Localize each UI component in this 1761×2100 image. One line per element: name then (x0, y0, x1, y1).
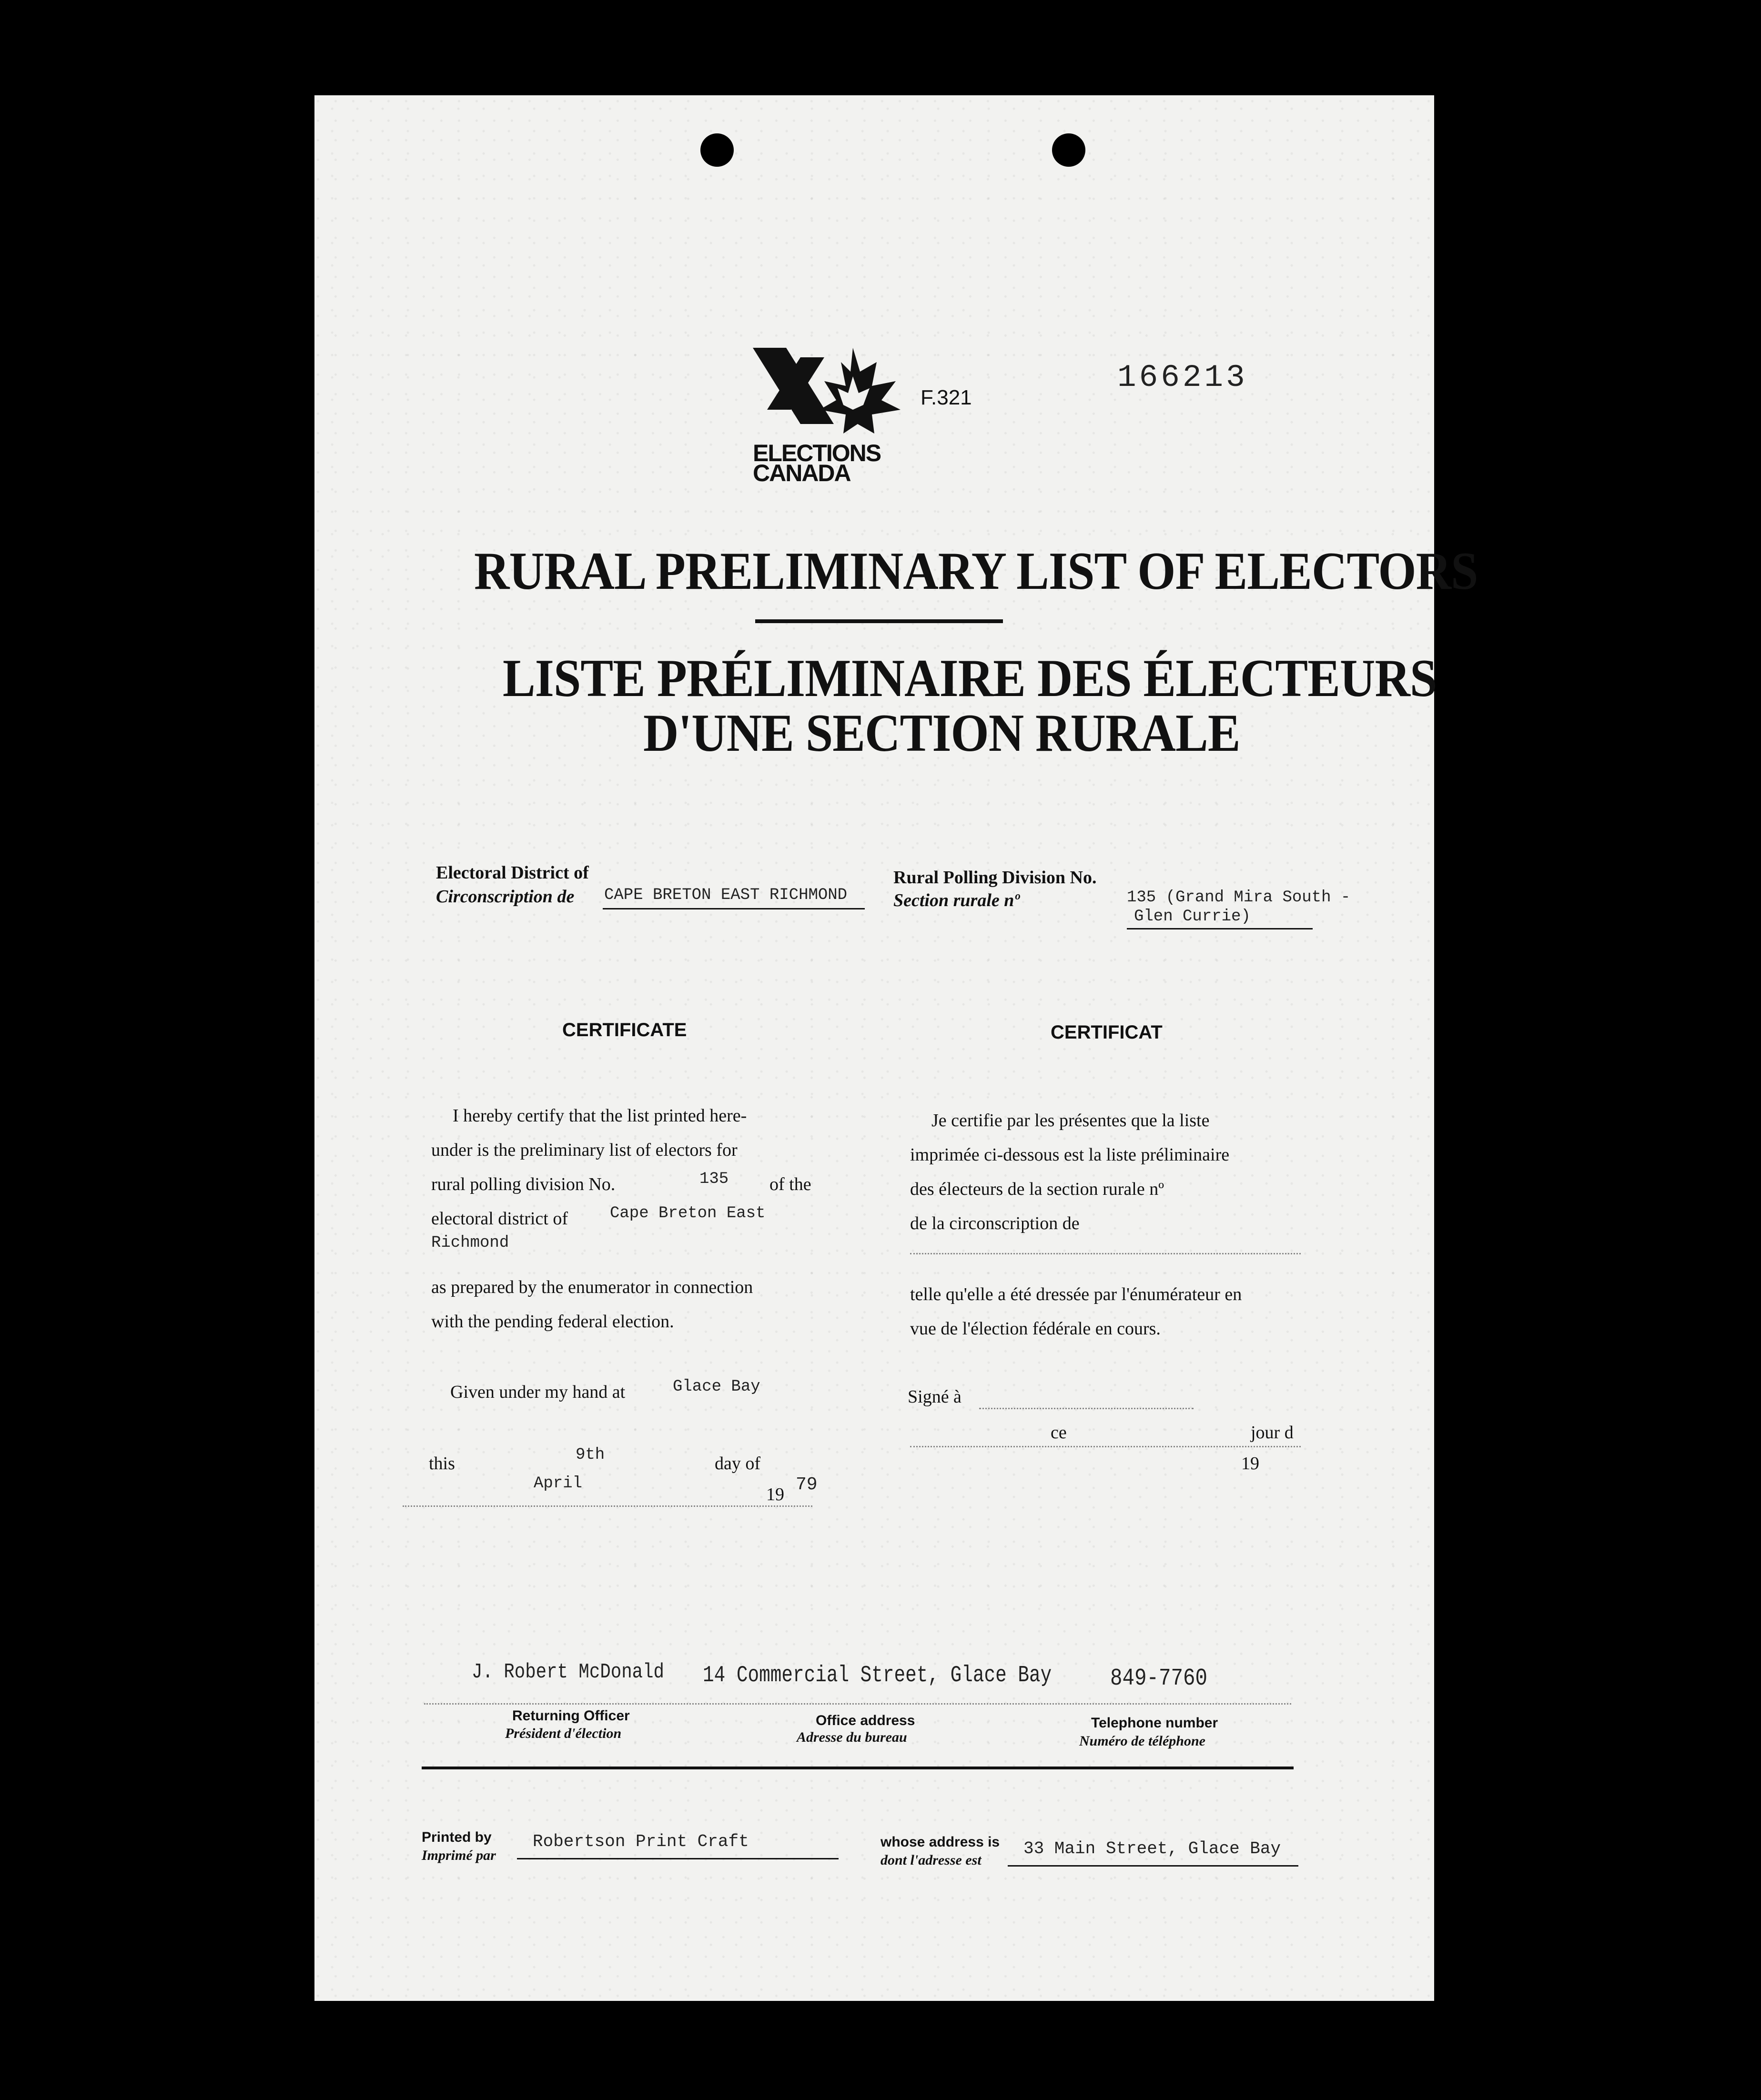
officer-phone-label-en: Telephone number (1091, 1715, 1218, 1731)
polling-label-en: Rural Polling Division No. (893, 868, 1097, 888)
section-divider (422, 1767, 1294, 1769)
officer-name: J. Robert McDonald (472, 1660, 664, 1684)
certificate-heading-fr: CERTIFICAT (1051, 1022, 1163, 1043)
cert-en-year-value: 79 (796, 1474, 818, 1495)
title-french-2: D'UNE SECTION RURALE (643, 704, 1240, 763)
cert-en-line-6: with the pending federal election. (431, 1312, 674, 1332)
officer-phone: 849-7760 (1110, 1665, 1208, 1692)
officer-name-label-en: Returning Officer (512, 1708, 630, 1724)
cert-en-this-label: this (429, 1454, 455, 1474)
printer-label-en: Printed by (422, 1829, 492, 1845)
cert-en-given-label: Given under my hand at (450, 1382, 626, 1402)
cert-en-line-3a: rural polling division No. (431, 1174, 616, 1194)
cert-fr-signed-line (979, 1408, 1194, 1409)
cert-fr-line-3: des électeurs de la section rurale nº (910, 1179, 1164, 1199)
cert-fr-line-5: telle qu'elle a été dressée par l'énumérateur en (910, 1284, 1242, 1304)
officer-address-label-fr: Adresse du bureau (797, 1729, 907, 1745)
polling-label-fr: Section rurale nº (893, 890, 1020, 910)
cert-fr-line-1: Je certifie par les présentes que la liste (931, 1111, 1210, 1131)
polling-value-2: Glen Currie) (1134, 908, 1251, 926)
punch-hole-left (700, 133, 734, 167)
cert-fr-line-2: imprimée ci-dessous est la liste préliminaire (910, 1145, 1230, 1165)
cert-en-line-1: I hereby certify that the list printed here- (453, 1106, 747, 1126)
title-english: RURAL PRELIMINARY LIST OF ELECTORS (474, 542, 1478, 601)
punch-hole-right (1052, 133, 1085, 167)
title-french-1: LISTE PRÉLIMINAIRE DES ÉLECTEURS (503, 649, 1437, 708)
officer-name-label-fr: Président d'élection (505, 1726, 622, 1741)
cert-fr-jour-label: jour d (1251, 1423, 1294, 1443)
cert-fr-date-line (910, 1446, 1301, 1447)
cert-fr-signed-label: Signé à (908, 1387, 961, 1407)
cert-fr-line-6: vue de l'élection fédérale en cours. (910, 1319, 1161, 1339)
officer-line (424, 1703, 1291, 1705)
district-underline (603, 908, 865, 909)
polling-underline (1127, 928, 1313, 929)
form-page (314, 95, 1478, 2001)
title-divider (755, 619, 1003, 623)
cert-en-line-4: electoral district of (431, 1209, 568, 1229)
cert-en-line-3b: of the (769, 1174, 811, 1194)
cert-en-day-of-label: day of (715, 1454, 761, 1474)
cert-en-day-value: 9th (576, 1446, 605, 1464)
district-value: CAPE BRETON EAST RICHMOND (604, 886, 848, 904)
cert-en-line-5: as prepared by the enumerator in connection (431, 1277, 753, 1297)
cert-en-date-line (403, 1505, 812, 1507)
officer-address-label-en: Office address (816, 1713, 915, 1728)
printer-address-value: 33 Main Street, Glace Bay (1023, 1839, 1281, 1858)
logo-text (753, 440, 881, 486)
certificate-heading-en: CERTIFICATE (562, 1020, 687, 1040)
district-label-fr: Circonscription de (436, 887, 575, 907)
printer-value: Robertson Print Craft (533, 1832, 749, 1851)
printer-address-underline (1008, 1865, 1298, 1867)
cert-en-line-2: under is the preliminary list of electors for (431, 1140, 738, 1160)
officer-address: 14 Commercial Street, Glace Bay (703, 1663, 1052, 1688)
officer-phone-label-fr: Numéro de téléphone (1079, 1733, 1205, 1749)
elections-canada-logo (753, 348, 905, 491)
cert-fr-district-line (910, 1253, 1301, 1254)
cert-en-polling-value: 135 (699, 1170, 729, 1188)
printer-underline (517, 1858, 839, 1859)
logo-line-2: CANADA (753, 460, 850, 486)
cert-en-district-value-1: Cape Breton East (610, 1204, 766, 1222)
form-number: F.321 (921, 386, 972, 409)
logo-line-1: ELECTIONS (753, 440, 881, 466)
cert-en-district-value-2: Richmond (431, 1234, 509, 1252)
printer-label-fr: Imprimé par (422, 1848, 496, 1863)
cert-fr-line-4: de la circonscription de (910, 1213, 1080, 1233)
printer-address-label-en: whose address is (880, 1834, 1000, 1850)
cert-en-given-value: Glace Bay (673, 1378, 760, 1396)
maple-leaf-x-icon (753, 348, 905, 443)
cert-en-year-prefix: 19 (766, 1484, 784, 1504)
cert-fr-year-prefix: 19 (1241, 1454, 1259, 1474)
polling-value-1: 135 (Grand Mira South - (1127, 888, 1351, 907)
printer-address-label-fr: dont l'adresse est (880, 1852, 982, 1868)
district-label-en: Electoral District of (436, 863, 589, 883)
cert-fr-ce-label: ce (1051, 1423, 1067, 1443)
serial-number: 166213 (1117, 360, 1248, 395)
cert-en-month-value: April (534, 1474, 583, 1493)
